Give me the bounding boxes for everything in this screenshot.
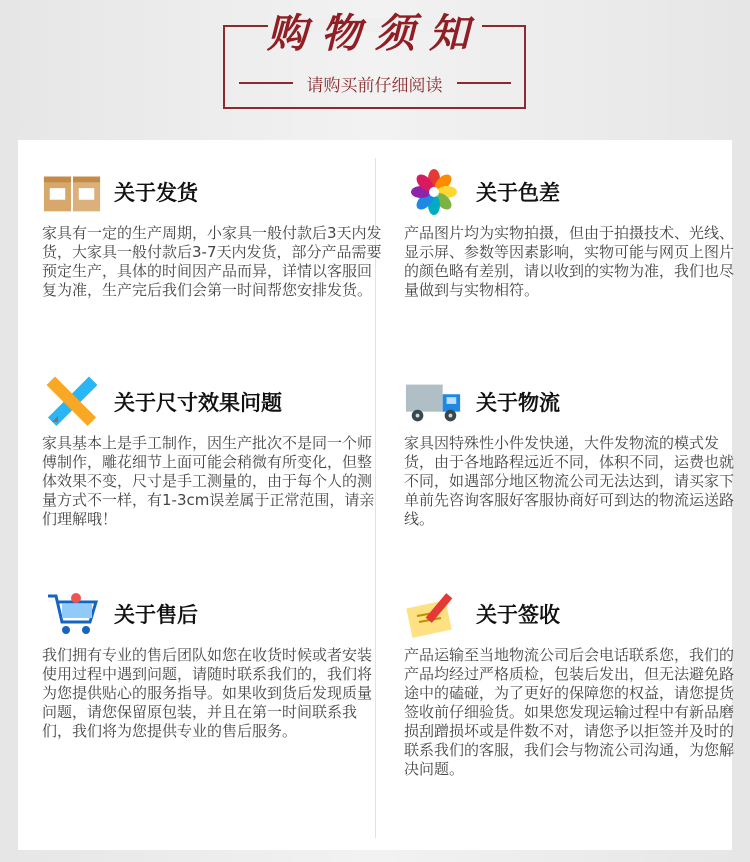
ruler-pencil-icon	[42, 377, 102, 427]
section-head	[404, 164, 744, 220]
section-color-difference	[404, 164, 744, 300]
page-title: 购物须知	[267, 10, 483, 57]
section-heading: 关于签收	[476, 603, 560, 627]
section-text: 家具有一定的生产周期，小家具一般付款后3天内发货，大家具一般付款后3-7天内发货，部分产品需要预定生产，具体的时间因产品而异，详情以客服回复为准，生产完后我们会第一时间帮您安排发货。	[42, 224, 382, 299]
color-wheel-icon	[404, 167, 464, 217]
subtitle-right-dash	[457, 82, 511, 84]
section-size	[42, 374, 382, 529]
delivery-truck-icon	[404, 377, 464, 427]
page-subtitle: 请购买前仔细阅读	[306, 75, 443, 96]
section-text: 产品运输至当地物流公司后会电话联系您，我们的产品均经过严格质检，包装后发出，但无法避免路途中的磕碰，为了更好的保障您的权益，请您提货签收前仔细验货。如果您发现运输过程中有新品磨损刮蹭损坏或是件数不对，请您予以拒签并及时的联系我们的客服，我们会与物流公司沟通，为您解决问题。	[404, 646, 735, 778]
section-heading: 关于色差	[476, 181, 560, 205]
section-heading: 关于物流	[476, 391, 560, 415]
shopping-cart-icon	[42, 589, 102, 639]
section-head	[42, 374, 382, 430]
boxes-icon	[42, 167, 102, 217]
section-head	[404, 374, 744, 430]
section-signing	[404, 586, 744, 779]
section-after-sales	[42, 586, 382, 741]
section-shipping	[42, 164, 382, 300]
section-text: 我们拥有专业的售后团队如您在收货时候或者安装使用过程中遇到问题，请随时联系我们的，我们将为您提供贴心的服务指导。如果收到货后发现质量问题，请您保留原包装，并且在第一时间联系我们，我们将为您提供专业的售后服务。	[42, 646, 373, 740]
section-heading: 关于尺寸效果问题	[114, 391, 282, 415]
section-logistics	[404, 374, 744, 529]
notice-card	[18, 140, 735, 850]
section-text: 家具因特殊性小件发快递，大件发物流的模式发货，由于各地路程远近不同，体积不同，运费也就不同，如遇部分地区物流公司无法达到，请买家下单前先咨询客服好客服协商好可到达的物流运送路线。	[404, 434, 735, 528]
section-heading: 关于售后	[114, 603, 198, 627]
section-text: 产品图片均为实物拍摄，但由于拍摄技术、光线、显示屏、参数等因素影响，实物可能与网页上图片的颜色略有差别，请以收到的实物为准，我们也尽量做到与实物相符。	[404, 224, 735, 299]
signing-pen-icon	[404, 589, 464, 639]
section-head	[404, 586, 744, 642]
section-heading: 关于发货	[114, 181, 198, 205]
section-head	[42, 586, 382, 642]
section-text: 家具基本上是手工制作，因生产批次不是同一个师傅制作，雕花细节上面可能会稍微有所变化，但整体效果不变，尺寸是手工测量的，由于每个人的测量方式不一样，有1-3cm误差属于正常范围，请亲们理解哦！	[42, 434, 375, 528]
subtitle-left-dash	[239, 82, 293, 84]
subtitle-row	[223, 70, 526, 96]
section-head	[42, 164, 382, 220]
